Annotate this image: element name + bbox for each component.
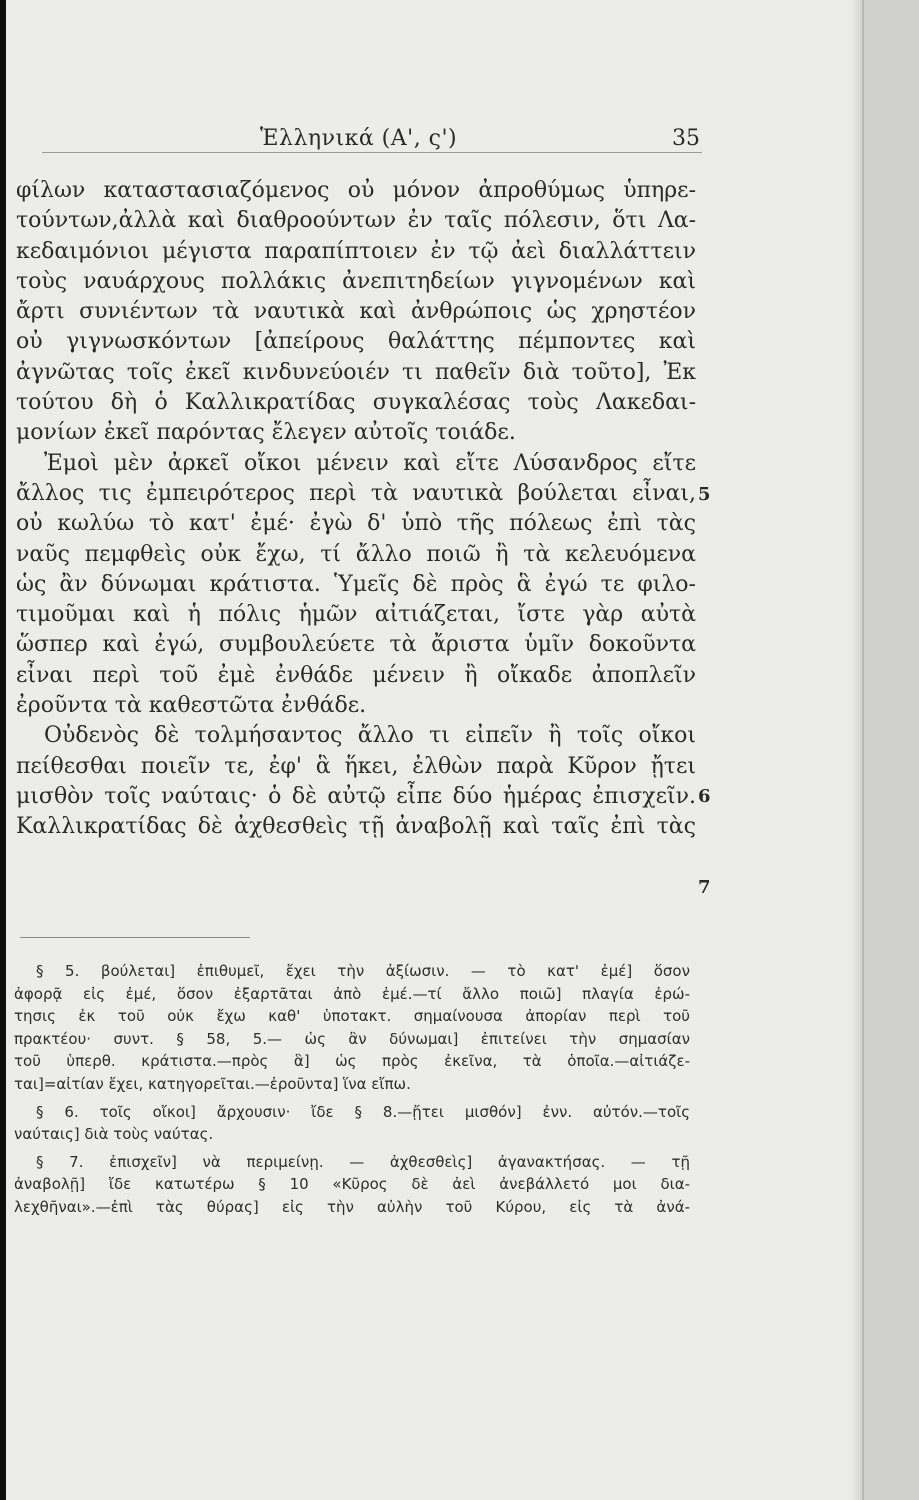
text-line: Οὐδενὸς δὲ τολμήσαντος ἄλλο τι εἰπεῖν ἢ τοῖς οἴκοι <box>44 723 696 749</box>
text-line: ἄλλος τις ἐμπειρότερος περὶ τὰ ναυτικὰ βούλεται εἶναι, <box>16 480 696 506</box>
text-line: ἄρτι συνιέντων τὰ ναυτικὰ καὶ ἀνθρώποις ὡς χρηστέον <box>16 299 696 325</box>
text-line: Ἐμοὶ μὲν ἀρκεῖ οἴκοι μένειν καὶ εἴτε Λύσανδρος εἴτε <box>44 450 696 476</box>
text-line: εἶναι περὶ τοῦ ἐμὲ ἐνθάδε μένειν ἢ οἴκαδε ἀποπλεῖν <box>16 662 696 688</box>
text-line: ὡς ἂν δύνωμαι κράτιστα. Ὑμεῖς δὲ πρὸς ἃ ἐγώ τε φιλο- <box>16 571 696 597</box>
text-line: τούντων,ἀλλὰ καὶ διαθροούντων ἐν ταῖς πόλεσιν, ὅτι Λα- <box>16 208 696 234</box>
text-line: φίλων καταστασιαζόμενος οὐ μόνον ἀπροθύμως ὑπηρε- <box>16 178 696 203</box>
footnote-line: ἀναβολῇ] ἴδε κατωτέρω § 10 «Κῦρος δὲ ἀεὶ ἀνεβάλλετό μοι δια- <box>14 1175 690 1194</box>
main-text <box>16 176 696 843</box>
footnote-line: § 6. τοῖς οἴκοι] ἄρχουσιν· ἴδε § 8.—ᾔτει μισθόν] ἐνν. αὐτόν.—τοῖς <box>36 1102 690 1121</box>
footnote-line: ἀφορᾷ εἰς ἐμέ, ὅσον ἐξαρτᾶται ἀπὸ ἐμέ.—τί ἄλλο ποιῶ] πλαγία ἐρώ- <box>14 984 690 1003</box>
text-line: κεδαιμόνιοι μέγιστα παραπίπτοιεν ἐν τῷ ἀεὶ διαλλάττειν <box>16 238 696 264</box>
text-line: μονίων ἐκεῖ παρόντας ἔλεγεν αὐτοῖς τοιάδε. <box>16 420 516 446</box>
section-number: 7 <box>698 877 711 898</box>
section-number: 6 <box>698 786 711 807</box>
text-line: ἀγνῶτας τοῖς ἐκεῖ κινδυνεύοιέν τι παθεῖν διὰ τοῦτο], Ἐκ <box>16 359 696 385</box>
footnote-line: πρακτέου· συντ. § 58, 5.— ὡς ἂν δύνωμαι] ἐπιτείνει τὴν σημασίαν <box>14 1029 690 1048</box>
page-right-edge <box>862 0 919 1500</box>
footnote-line: ναύταις] διὰ τοὺς ναύτας. <box>14 1125 214 1144</box>
text-line: Καλλικρατίδας δὲ ἀχθεσθεὶς τῇ ἀναβολῇ καὶ ταῖς ἐπὶ τὰς <box>16 814 696 840</box>
footnotes <box>14 960 690 1219</box>
header-rule <box>42 152 702 153</box>
footnote-rule <box>20 937 250 938</box>
text-line: ὥσπερ καὶ ἐγώ, συμβουλεύετε τὰ ἄριστα ὑμῖν δοκοῦντα <box>16 632 696 658</box>
section-number: 5 <box>698 484 711 505</box>
text-line: οὐ κωλύω τὸ κατ' ἐμέ· ἐγὼ δ' ὑπὸ τῆς πόλεως ἐπὶ τὰς <box>16 511 696 537</box>
footnote-line: ται]=αἰτίαν ἔχει, κατηγορεῖται.—ἐροῦντα] ἵνα εἴπω. <box>14 1074 411 1093</box>
text-line: οὐ γιγνωσκόντων [ἀπείρους θαλάττης πέμποντες καὶ <box>16 329 696 355</box>
text-line: τούτου δὴ ὁ Καλλικρατίδας συγκαλέσας τοὺς Λακεδαι- <box>16 390 696 416</box>
page-shadow <box>850 0 864 1500</box>
text-line: πείθεσθαι ποιεῖν τε, ἐφ' ἃ ἥκει, ἐλθὼν παρὰ Κῦρον ᾔτει <box>16 753 696 779</box>
text-line: τοὺς ναυάρχους πολλάκις ἀνεπιτηδείων γιγνομένων καὶ <box>16 268 696 294</box>
running-title: Ἑλληνικά (Α', ς') <box>260 126 458 151</box>
text-line: ἐροῦντα τὰ καθεστῶτα ἐνθάδε. <box>16 693 367 719</box>
text-line: μισθὸν τοῖς ναύταις· ὁ δὲ αὐτῷ εἶπε δύο ἡμέρας ἐπισχεῖν. <box>16 783 696 809</box>
text-line: τιμοῦμαι καὶ ἡ πόλις ἡμῶν αἰτιάζεται, ἴστε γὰρ αὐτὰ <box>16 602 696 628</box>
footnote-line: λεχθῆναι».—ἐπὶ τὰς θύρας] εἰς τὴν αὐλὴν τοῦ Κύρου, εἰς τὰ ἀνά- <box>14 1197 690 1216</box>
book-page <box>6 0 862 1500</box>
text-line: ναῦς πεμφθεὶς οὐκ ἔχω, τί ἄλλο ποιῶ ἢ τὰ κελευόμενα <box>16 541 696 567</box>
footnote-line: § 5. βούλεται] ἐπιθυμεῖ, ἔχει τὴν ἀξίωσιν. — τὸ κατ' ἐμέ] ὅσον <box>36 962 690 980</box>
footnote-line: § 7. ἐπισχεῖν] νὰ περιμείνῃ. — ἀχθεσθεὶς] ἀγανακτήσας. — τῇ <box>36 1152 690 1171</box>
page-header <box>260 126 700 160</box>
page-number: 35 <box>672 126 700 151</box>
footnote-line: τησις ἐκ τοῦ οὐκ ἔχω καθ' ὑποτακτ. σημαίνουσα ἀπορίαν περὶ τοῦ <box>14 1007 690 1026</box>
footnote-line: τοῦ ὑπερθ. κράτιστα.—πρὸς ἃ] ὡς πρὸς ἐκεῖνα, τὰ ὁποῖα.—αἰτιάζε- <box>14 1052 690 1071</box>
